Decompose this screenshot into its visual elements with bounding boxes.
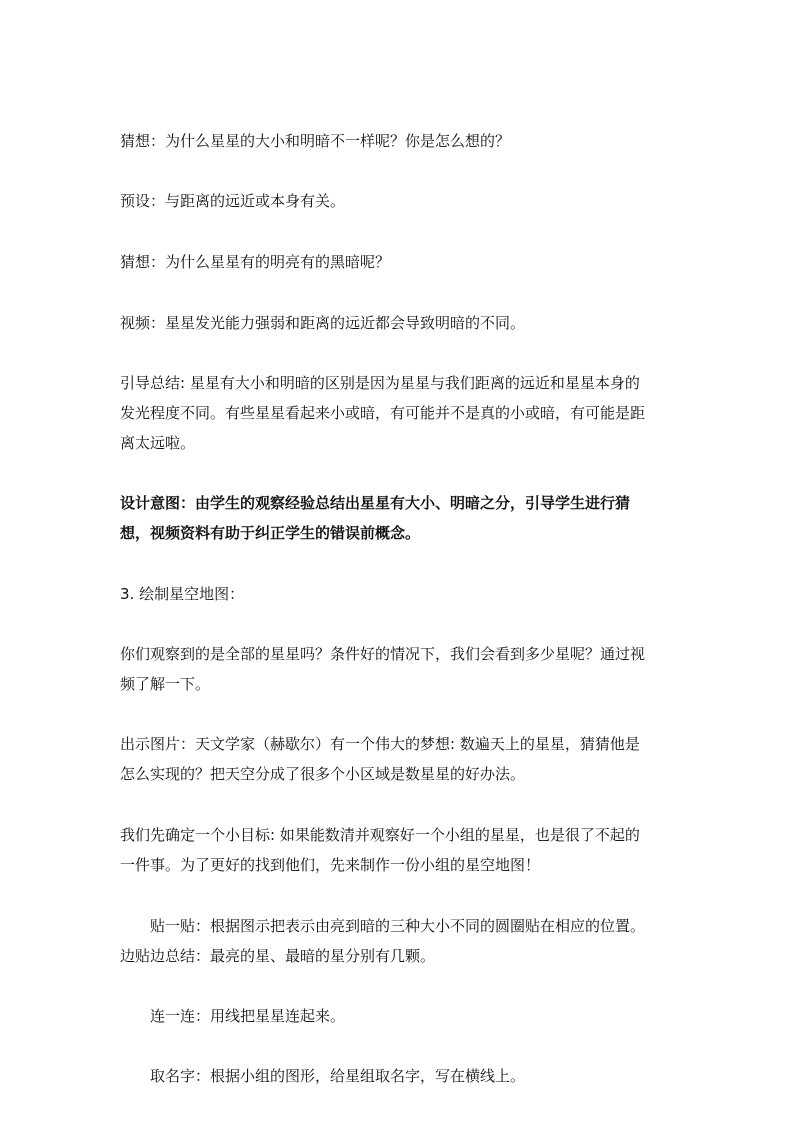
text-line: 设计意图：由学生的观察经验总结出星星有大小、明暗之分，引导学生进行猜 [120, 494, 631, 512]
paragraph-guess-bright-dark [120, 247, 680, 277]
text-line: 3. 绘制星空地图： [120, 585, 245, 603]
text-line: 猜想：为什么星星有的明亮有的黑暗呢？ [120, 253, 391, 271]
paragraph-connect [120, 1001, 710, 1031]
paragraph-design-intent-1 [120, 488, 680, 548]
paragraph-hypothesis [120, 186, 680, 216]
text-line: 一件事。为了更好的找到他们，先来制作一份小组的星空地图！ [120, 856, 541, 874]
text-line: 想，视频资料有助于纠正学生的错误前概念。 [120, 524, 421, 542]
text-line: 预设：与距离的远近或本身有关。 [120, 192, 346, 210]
paragraph-guided-summary [120, 368, 680, 458]
text-line: 离太远啦。 [120, 434, 196, 452]
text-line: 怎么实现的？把天空分成了很多个小区域是数星星的好办法。 [120, 765, 526, 783]
text-line: 取名字：根据小组的图形，给星组取名字，写在横线上。 [150, 1067, 526, 1085]
text-line: 你们观察到的是全部的星星吗？条件好的情况下，我们会看到多少星呢？通过视 [120, 645, 646, 663]
text-line: 贴一贴：根据图示把表示由亮到暗的三种大小不同的圆圈贴在相应的位置。 [150, 917, 646, 935]
text-line: 出示图片：天文学家（赫歇尔）有一个伟大的梦想: 数遍天上的星星，猜猜他是 [120, 735, 640, 753]
paragraph-naming [120, 1061, 710, 1091]
paragraph-guess-size-brightness [120, 126, 680, 156]
paragraph-stick [120, 911, 680, 971]
text-line: 发光程度不同。有些星星看起来小或暗，有可能并不是真的小或暗，有可能是距 [120, 404, 646, 422]
paragraph-observe-all-stars [120, 639, 680, 699]
paragraph-video [120, 308, 680, 338]
text-line: 频了解一下。 [120, 675, 211, 693]
text-line: 引导总结: 星星有大小和明暗的区别是因为星星与我们距离的远近和星星本身的 [120, 374, 640, 392]
text-line: 视频：星星发光能力强弱和距离的远近都会导致明暗的不同。 [120, 314, 526, 332]
paragraph-small-goal [120, 820, 680, 880]
text-line: 猜想：为什么星星的大小和明暗不一样呢？你是怎么想的？ [120, 132, 511, 150]
section-heading-star-map [120, 579, 680, 609]
paragraph-show-picture [120, 729, 680, 789]
text-line: 边贴边总结：最亮的星、最暗的星分别有几颗。 [120, 947, 436, 965]
text-line: 连一连：用线把星星连起来。 [150, 1007, 346, 1025]
text-line: 我们先确定一个小目标: 如果能数清并观察好一个小组的星星，也是很了不起的 [120, 826, 640, 844]
